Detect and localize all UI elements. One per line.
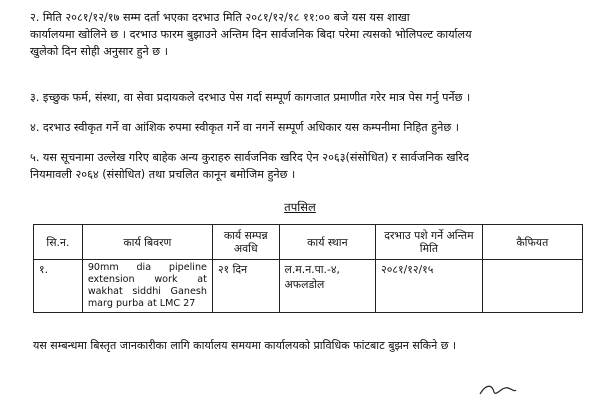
paragraph-5-line-1: ५. यस सूचनामा उल्लेख गरिए बाहेक अन्य कुराहरु सार्वजनिक खरिद ऐन २०६३(संसोधित) र सार्वजनिक खरिद: [30, 151, 469, 164]
paragraph-2: [30, 9, 586, 60]
paragraph-2-line-1: २. मिति २०८१/१२/१७ सम्म दर्ता भएका दरभाउ मिति २०८१/१२/१८ ११:०० बजे यस यस शाखा: [30, 11, 410, 24]
paragraph-3: [30, 89, 586, 106]
paragraph-4: [30, 119, 586, 136]
cell-deadline: २०८१/१२/१५: [376, 260, 482, 313]
table-row: [34, 260, 583, 313]
cell-location: ल.म.न.पा.-४, अफलडोल: [279, 260, 376, 313]
cell-sn: १.: [34, 260, 83, 313]
header-deadline: दरभाउ पशे गर्ने अन्तिम मिति: [376, 225, 482, 260]
section-title: तपसिल: [284, 200, 316, 214]
header-location: कार्य स्थान: [279, 225, 376, 260]
table-header-row: [34, 225, 583, 260]
paragraph-5: [30, 149, 586, 183]
cell-work: 90mm dia pipeline extension work at wakhat siddhi Ganesh marg purba at LMC 27: [82, 260, 212, 313]
paragraph-3-line-1: ३. इच्छुक फर्म, संस्था, वा सेवा प्रदायकले दरभाउ पेस गर्दा सम्पूर्ण कागजात प्रमाणीत गरेर मात्र पेस गर्नु पर्नेछ ।: [30, 91, 471, 104]
paragraph-4-line-1: ४. दरभाउ स्वीकृत गर्ने वा आंशिक रुपमा स्वीकृत गर्ने वा नगर्ने सम्पूर्ण अधिकार यस कम्पनीमा निहित हुनेछ ।: [30, 121, 460, 134]
header-sn: सि.न.: [34, 225, 83, 260]
signature-mark: [478, 380, 518, 398]
footer-note: यस सम्बन्धमा बिस्तृत जानकारीका लागि कार्यालय समयमा कार्यालयको प्राविधिक फांटबाट बुझन सकिने छ ।: [33, 339, 457, 352]
header-remarks: कैफियत: [482, 225, 582, 260]
header-work: कार्य बिवरण: [82, 225, 212, 260]
paragraph-2-line-2: कार्यालयमा खोलिने छ । दरभाउ फारम बुझाउने अन्तिम दिन सार्वजनिक बिदा परेमा त्यसको भोलिपल्ट कार्यालय: [30, 28, 472, 41]
header-duration: कार्य सम्पन्न अवधि: [212, 225, 279, 260]
cell-remarks: [482, 260, 582, 313]
cell-duration: २१ दिन: [212, 260, 279, 313]
paragraph-5-line-2: नियमावली २०६४ (संसोधित) तथा प्रचलित कानून बमोजिम हुनेछ ।: [30, 168, 296, 181]
paragraph-2-line-3: खुलेको दिन सोही अनुसार हुने छ ।: [30, 45, 168, 58]
schedule-table: [33, 224, 583, 313]
